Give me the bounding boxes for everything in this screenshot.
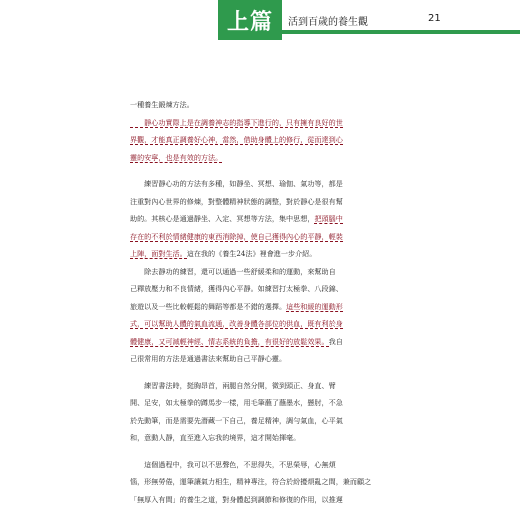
text-line — [130, 175, 392, 193]
text-line — [130, 263, 392, 281]
text-line — [130, 298, 392, 316]
text-segment: 「無厚入有間」的養生之道，對身體起到調節和修復的作用，以推遲 — [130, 495, 343, 504]
text-line — [130, 491, 392, 508]
page-number: 21 — [428, 13, 441, 24]
text-segment: 我自 — [329, 337, 343, 346]
text-segment: 惱，形無勞倦，運筆讓氣力相生，精神專注，符合於紛擾煩亂之間，兼而顧之 — [130, 477, 371, 486]
section-title: 上篇 — [227, 5, 273, 36]
text-line — [130, 350, 392, 368]
text-segment: 練習書法時，挺胸昂首，兩腿自然分開，微到頭正、身直、臂 — [130, 381, 336, 390]
text-line — [130, 456, 392, 474]
highlighted-text: 靜心功實際上是在調養神志的指導下進行的，只有擁有良好的世 — [130, 118, 343, 128]
section-badge — [218, 0, 282, 40]
text-segment: 這在我的《養生24法》裡會進一步介紹。 — [187, 249, 317, 258]
text-line — [130, 131, 392, 149]
body-text — [130, 96, 392, 508]
highlighted-text: 式，可以幫助人體的氣血流通，改善身體各部位的供血，既有利於身 — [130, 319, 343, 329]
text-line — [130, 96, 392, 114]
text-line — [130, 394, 392, 412]
highlighted-text: 界觀，才能真正調養好心神，當然，借助身體上的修行，從而達到心 — [130, 135, 343, 145]
text-segment: 注重對內心世界的修煉，對整體精神狀態的調整，對於靜心是很有幫 — [130, 197, 343, 206]
text-segment: 己釋放壓力和不良情緒，獲得內心平靜。如練習打太極拳、八段錦、 — [130, 284, 343, 293]
header-rule — [282, 30, 520, 34]
highlighted-text: 體健康，又可減輕神經、情志系統的負擔，有很好的放鬆效果。 — [130, 337, 329, 347]
text-line — [130, 429, 392, 447]
text-segment: 除去靜功的練習，還可以通過一些舒緩柔和的運動，來幫助自 — [130, 267, 336, 276]
text-line — [130, 412, 392, 430]
text-segment: 這個過程中，我可以不思聲色，不思得失，不思榮辱，心無煩 — [130, 460, 336, 469]
paragraph-gap — [130, 368, 392, 377]
page-header — [0, 0, 520, 38]
paragraph-gap — [130, 447, 392, 456]
text-segment: 助的。其核心是通過靜坐、入定、冥想等方法，集中思想， — [130, 214, 314, 223]
text-line — [130, 210, 392, 228]
highlighted-text: 把頭腦中 — [314, 214, 342, 224]
text-line — [130, 315, 392, 333]
text-line — [130, 280, 392, 298]
text-line — [130, 228, 392, 246]
text-segment: 開、足安，如太極拳的蹲馬步一樣，用毛筆蘸了蘸墨水，懸肘，不急 — [130, 398, 343, 407]
highlighted-text: 存在的不利於情緒健康的東西消除掉，使自己獲得內心的平靜，輕裝 — [130, 232, 343, 242]
text-segment: 旅遊以及一些比較輕鬆的舞蹈等都是不錯的選擇。 — [130, 302, 286, 311]
text-segment: 於先動筆，而是需要先潛藏一下自己，養足精神，調勻氣血，心平氣 — [130, 416, 343, 425]
text-segment: 練習靜心功的方法有多種，如靜坐、冥想、瑜伽、氣功等，都是 — [130, 179, 343, 188]
highlighted-text: 上陣，面對生活。 — [130, 249, 187, 259]
highlighted-text: 靈的安寧，也是有效的方法。 — [130, 153, 222, 163]
text-line — [130, 193, 392, 211]
text-line — [130, 333, 392, 351]
text-line — [130, 473, 392, 491]
text-line — [130, 114, 392, 132]
paragraph-gap — [130, 166, 392, 175]
highlighted-text: 這些和緩的運動形 — [286, 302, 343, 312]
text-line — [130, 377, 392, 395]
text-segment: 和，意動人靜，直至進入忘我的境界，這才開始揮毫。 — [130, 433, 300, 442]
text-segment: 己很常用的方法是通過書法來幫助自己平靜心靈。 — [130, 354, 286, 363]
text-segment: 一種養生鍛煉方法。 — [130, 100, 194, 109]
text-line — [130, 245, 392, 263]
header-subtitle: 活到百歲的養生觀 — [288, 13, 368, 28]
text-line — [130, 149, 392, 167]
